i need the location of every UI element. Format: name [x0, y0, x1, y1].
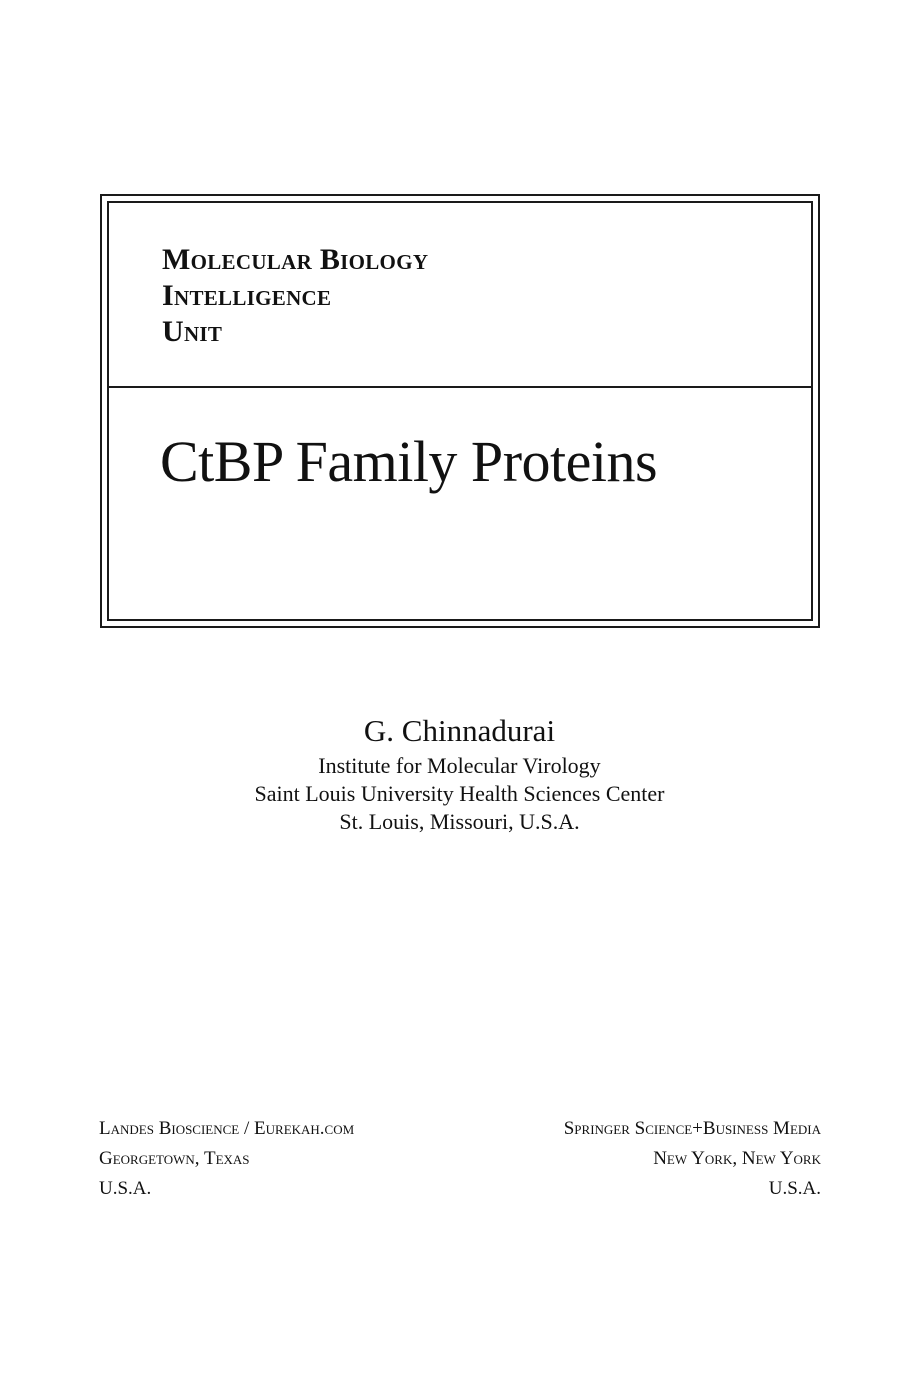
- series-name: [162, 242, 428, 350]
- publisher-line: Georgetown, Texas: [99, 1148, 250, 1169]
- publisher-line: U.S.A.: [99, 1178, 152, 1199]
- series-line: Unit: [162, 315, 223, 348]
- publisher-line: Springer Science+Business Media: [563, 1118, 821, 1139]
- author-name: G. Chinnadurai: [363, 713, 556, 748]
- publisher-line: New York, New York: [653, 1148, 821, 1169]
- affiliation-line: St. Louis, Missouri, U.S.A.: [339, 809, 580, 834]
- frame-divider: [107, 386, 813, 388]
- affiliation-line: Institute for Molecular Virology: [318, 753, 601, 778]
- affiliation-line: Saint Louis University Health Sciences Center: [254, 781, 665, 806]
- publisher-left: [99, 1114, 354, 1204]
- publisher-line: Landes Bioscience / Eurekah.com: [99, 1118, 355, 1139]
- publisher-line: U.S.A.: [768, 1178, 821, 1199]
- author-block: [0, 710, 919, 836]
- book-title: CtBP Family Proteins: [160, 429, 658, 494]
- series-line: Molecular Biology: [162, 243, 429, 276]
- publisher-right: [564, 1114, 821, 1204]
- series-line: Intelligence: [162, 279, 332, 312]
